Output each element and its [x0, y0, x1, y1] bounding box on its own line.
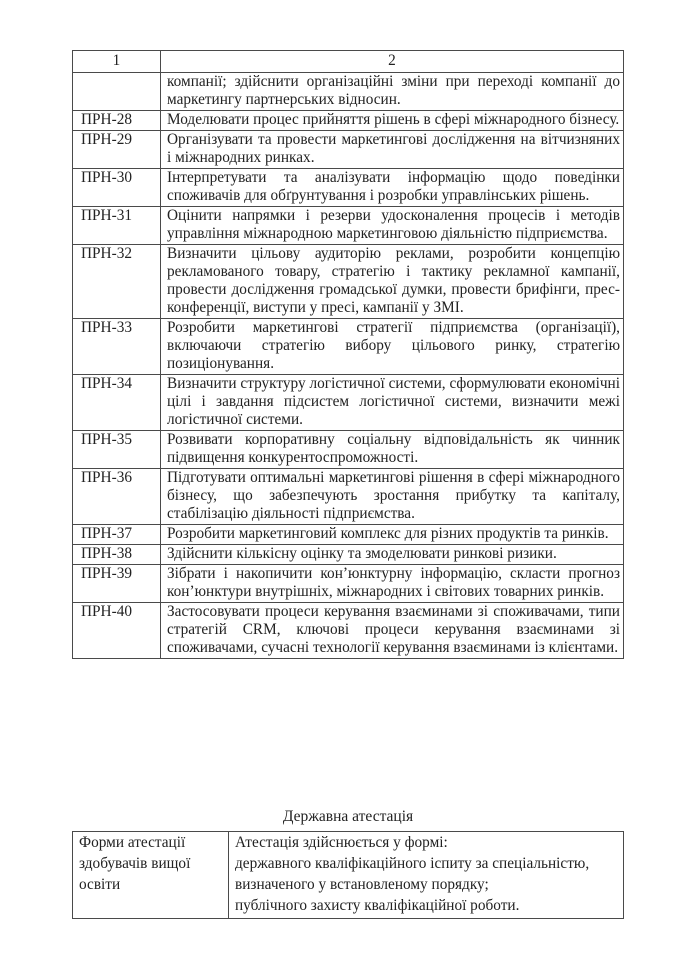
attestation-line: державного кваліфікаційного іспиту за спеціальністю,: [235, 855, 590, 872]
prn-description: компанії; здійснити організаційні зміни при переході компанії до маркетингу партнерських відносин.: [161, 73, 624, 111]
prn-description: Моделювати процес прийняття рішень в сфері міжнародного бізнесу.: [161, 111, 624, 131]
prn-description: Оцінити напрямки і резерви удосконалення процесів і методів управління міжнародною маркетинговою діяльністю підприємства.: [161, 207, 624, 245]
attestation-table: [72, 831, 624, 919]
table-row: [73, 832, 624, 919]
attestation-heading: Державна атестація: [282, 808, 414, 825]
prn-description: Розробити маркетингові стратегії підприємства (організації), включаючи стратегію вибору цільового ринку, стратегію позиціонування.: [161, 319, 624, 375]
table-header-row: [73, 51, 624, 73]
table-row: [73, 565, 624, 603]
prn-code: ПРН-38: [73, 545, 161, 565]
prn-description: Організувати та провести маркетингові дослідження на вітчизняних і міжнародних ринках.: [161, 131, 624, 169]
prn-code: ПРН-35: [73, 431, 161, 469]
prn-code: ПРН-34: [73, 375, 161, 431]
prn-code: [73, 73, 161, 111]
table-row: [73, 131, 624, 169]
table-row: [73, 207, 624, 245]
header-col-2: 2: [161, 51, 624, 73]
table-row: [73, 169, 624, 207]
prn-code: ПРН-33: [73, 319, 161, 375]
table-row: [73, 545, 624, 565]
learning-outcomes-table: [72, 50, 624, 659]
table-row: [73, 375, 624, 431]
table-row: [73, 469, 624, 525]
prn-description: Визначити цільову аудиторію реклами, розробити концепцію рекламованого товару, стратегію і тактику рекламної кампанії, провести дослідження громадської думки, провести брифінги, прес-конференції, виступи у пресі, кампанії у ЗМІ.: [161, 245, 624, 319]
prn-description: Розробити маркетинговий комплекс для різних продуктів та ринків.: [161, 525, 624, 545]
attestation-line: Атестація здійснюється у формі:: [235, 834, 448, 851]
prn-code: ПРН-29: [73, 131, 161, 169]
prn-code: ПРН-31: [73, 207, 161, 245]
prn-description: Підготувати оптимальні маркетингові рішення в сфері міжнародного бізнесу, що забезпечують зростання прибутку та капіталу, стабілізацію діяльності підприємства.: [161, 469, 624, 525]
prn-description: Здійснити кількісну оцінку та змоделювати ринкові ризики.: [161, 545, 624, 565]
prn-code: ПРН-37: [73, 525, 161, 545]
prn-description: Визначити структуру логістичної системи, сформулювати економічні цілі і завдання підсистем логістичної системи, визначити межі логістичної системи.: [161, 375, 624, 431]
attestation-line: публічного захисту кваліфікаційної роботи.: [235, 897, 520, 914]
table-row: [73, 603, 624, 659]
attestation-forms-value: [229, 832, 624, 919]
prn-code: ПРН-39: [73, 565, 161, 603]
table-row: [73, 525, 624, 545]
attestation-forms-label: Форми атестації здобувачів вищої освіти: [73, 832, 229, 919]
prn-description: Розвивати корпоративну соціальну відповідальність як чинник підвищення конкурентоспроможності.: [161, 431, 624, 469]
header-col-1: 1: [73, 51, 161, 73]
table-row: [73, 245, 624, 319]
table-row: [73, 319, 624, 375]
prn-description: Інтерпретувати та аналізувати інформацію щодо поведінки споживачів для обґрунтування і розробки управлінських рішень.: [161, 169, 624, 207]
prn-description: Застосовувати процеси керування взаєминами зі споживачами, типи стратегій CRM, ключові процеси керування взаєминами зі споживачами, сучасні технології керування взаєминами із клієнтами.: [161, 603, 624, 659]
prn-code: ПРН-28: [73, 111, 161, 131]
attestation-line: визначеного у встановленому порядку;: [235, 876, 489, 893]
table-row: [73, 73, 624, 111]
prn-code: ПРН-30: [73, 169, 161, 207]
prn-description: Зібрати і накопичити кон’юнктурну інформацію, скласти прогноз кон’юнктури внутрішніх, міжнародних і світових товарних ринків.: [161, 565, 624, 603]
prn-code: ПРН-40: [73, 603, 161, 659]
table-row: [73, 431, 624, 469]
prn-code: ПРН-36: [73, 469, 161, 525]
table-row: [73, 111, 624, 131]
prn-code: ПРН-32: [73, 245, 161, 319]
